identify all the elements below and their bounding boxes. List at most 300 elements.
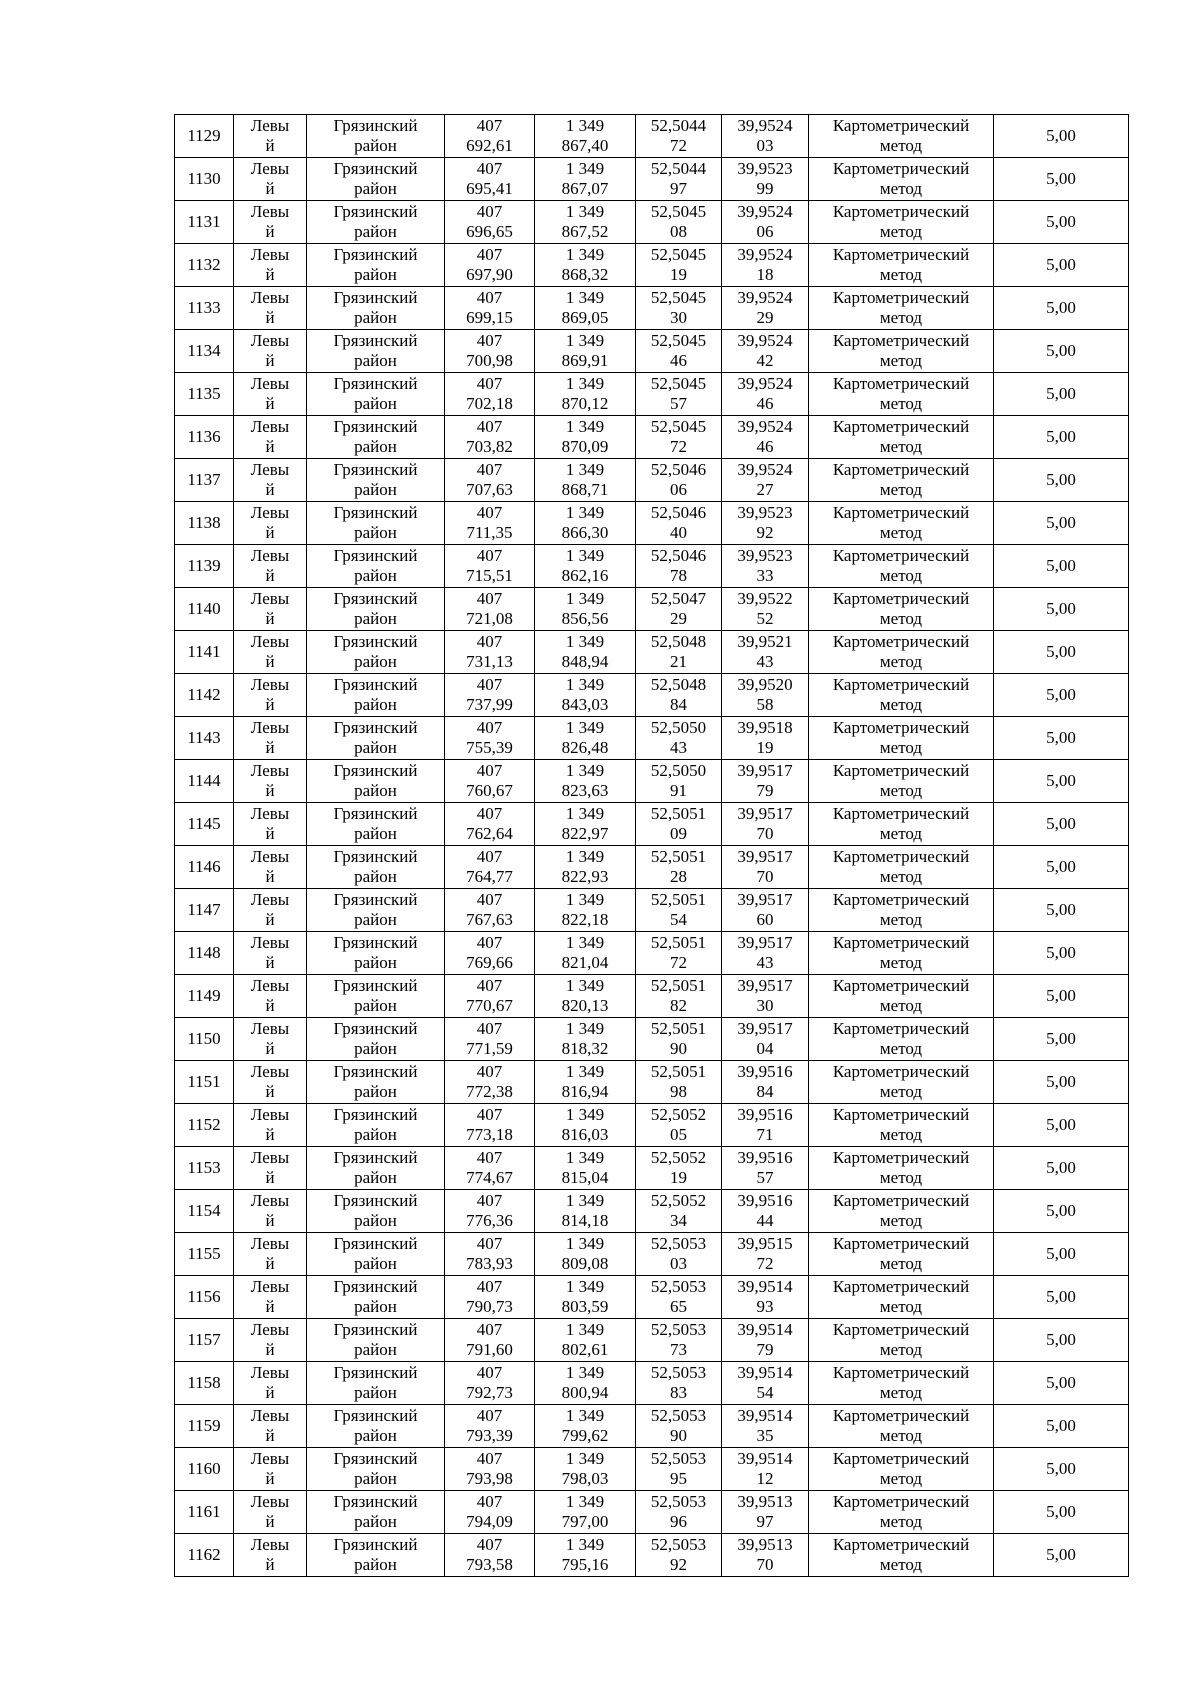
method-cell-line: Картометрический	[832, 1191, 970, 1210]
x-coordinate-cell-line: 699,15	[466, 308, 513, 327]
longitude-cell-line: 39,9521	[737, 632, 793, 651]
x-coordinate-cell-line: 707,63	[466, 480, 513, 499]
table-row	[175, 975, 1129, 1018]
y-coordinate-cell	[535, 373, 636, 416]
longitude-cell	[722, 287, 809, 330]
longitude-cell	[722, 459, 809, 502]
district-cell-line: Грязинский	[333, 1535, 418, 1554]
longitude-cell	[722, 1491, 809, 1534]
point-number-cell: 1137	[175, 459, 234, 502]
x-coordinate-cell-line: 407	[476, 589, 503, 608]
method-cell-line: метод	[879, 953, 923, 972]
latitude-cell-line: 82	[670, 996, 687, 1015]
longitude-cell-line: 52	[756, 609, 774, 628]
longitude-cell-line: 43	[756, 652, 774, 671]
bank-side-cell-line: й	[265, 265, 275, 284]
bank-side-cell-line: й	[265, 222, 275, 241]
bank-side-cell-line: й	[265, 1340, 275, 1359]
longitude-cell-line: 39,9517	[737, 847, 793, 866]
bank-side-cell-line: й	[265, 523, 275, 542]
point-number-cell: 1151	[175, 1061, 234, 1104]
x-coordinate-cell-line: 793,58	[466, 1555, 513, 1574]
accuracy-cell: 5,00	[994, 1233, 1129, 1276]
district-cell-line: Грязинский	[333, 632, 418, 651]
bank-side-cell-line: й	[265, 1211, 275, 1230]
y-coordinate-cell-line: 1 349	[565, 1406, 605, 1425]
method-cell-line: Картометрический	[832, 1277, 970, 1296]
district-cell	[307, 1061, 445, 1104]
point-number-cell: 1146	[175, 846, 234, 889]
longitude-cell-line: 70	[756, 824, 774, 843]
district-cell	[307, 244, 445, 287]
method-cell	[809, 158, 994, 201]
method-cell-line: Картометрический	[832, 288, 970, 307]
x-coordinate-cell-line: 767,63	[466, 910, 513, 929]
y-coordinate-cell	[535, 1319, 636, 1362]
accuracy-cell: 5,00	[994, 287, 1129, 330]
longitude-cell-line: 39,9517	[737, 804, 793, 823]
latitude-cell-line: 52,5046	[650, 503, 707, 522]
accuracy-cell: 5,00	[994, 803, 1129, 846]
longitude-cell-line: 60	[756, 910, 774, 929]
y-coordinate-cell-line: 867,07	[561, 179, 609, 198]
y-coordinate-cell	[535, 115, 636, 158]
bank-side-cell-line: й	[265, 695, 275, 714]
method-cell	[809, 803, 994, 846]
latitude-cell	[636, 717, 722, 760]
x-coordinate-cell-line: 407	[476, 1320, 503, 1339]
bank-side-cell	[234, 1405, 307, 1448]
latitude-cell-line: 52,5045	[650, 417, 707, 436]
longitude-cell-line: 18	[756, 265, 774, 284]
x-coordinate-cell	[445, 846, 535, 889]
y-coordinate-cell	[535, 244, 636, 287]
latitude-cell-line: 43	[670, 738, 687, 757]
district-cell-line: район	[354, 222, 397, 241]
district-cell	[307, 1018, 445, 1061]
x-coordinate-cell-line: 731,13	[466, 652, 513, 671]
method-cell-line: метод	[879, 1125, 923, 1144]
method-cell-line: метод	[879, 910, 923, 929]
district-cell-line: Грязинский	[333, 804, 418, 823]
x-coordinate-cell-line: 770,67	[466, 996, 513, 1015]
y-coordinate-cell	[535, 1147, 636, 1190]
x-coordinate-cell-line: 407	[476, 374, 503, 393]
point-number-cell: 1162	[175, 1534, 234, 1577]
method-cell-line: метод	[879, 351, 923, 370]
bank-side-cell-line: й	[265, 996, 275, 1015]
district-cell	[307, 889, 445, 932]
table-row	[175, 803, 1129, 846]
bank-side-cell	[234, 932, 307, 975]
x-coordinate-cell	[445, 1233, 535, 1276]
method-cell	[809, 674, 994, 717]
x-coordinate-cell	[445, 674, 535, 717]
y-coordinate-cell	[535, 975, 636, 1018]
x-coordinate-cell-line: 407	[476, 632, 503, 651]
bank-side-cell-line: й	[265, 738, 275, 757]
y-coordinate-cell-line: 870,12	[561, 394, 609, 413]
latitude-cell-line: 52,5044	[650, 159, 707, 178]
method-cell-line: Картометрический	[832, 460, 970, 479]
latitude-cell-line: 52,5045	[650, 288, 707, 307]
y-coordinate-cell	[535, 1448, 636, 1491]
district-cell-line: район	[354, 781, 397, 800]
method-cell	[809, 1018, 994, 1061]
method-cell-line: метод	[879, 867, 923, 886]
y-coordinate-cell	[535, 1190, 636, 1233]
bank-side-cell-line: Левы	[250, 1535, 290, 1554]
table-row	[175, 1190, 1129, 1233]
method-cell	[809, 416, 994, 459]
longitude-cell	[722, 674, 809, 717]
bank-side-cell	[234, 287, 307, 330]
method-cell-line: Картометрический	[832, 1019, 970, 1038]
y-coordinate-cell-line: 856,56	[561, 609, 609, 628]
point-number-cell: 1144	[175, 760, 234, 803]
latitude-cell	[636, 330, 722, 373]
method-cell-line: Картометрический	[832, 976, 970, 995]
table-row	[175, 1233, 1129, 1276]
latitude-cell-line: 52,5052	[650, 1148, 707, 1167]
accuracy-cell: 5,00	[994, 545, 1129, 588]
accuracy-cell: 5,00	[994, 1061, 1129, 1104]
bank-side-cell	[234, 416, 307, 459]
district-cell	[307, 373, 445, 416]
method-cell-line: Картометрический	[832, 245, 970, 264]
method-cell-line: Картометрический	[832, 546, 970, 565]
latitude-cell	[636, 1534, 722, 1577]
y-coordinate-cell-line: 1 349	[565, 503, 605, 522]
latitude-cell-line: 52,5048	[650, 632, 707, 651]
y-coordinate-cell-line: 1 349	[565, 1105, 605, 1124]
x-coordinate-cell	[445, 545, 535, 588]
bank-side-cell	[234, 330, 307, 373]
latitude-cell	[636, 502, 722, 545]
x-coordinate-cell	[445, 1319, 535, 1362]
longitude-cell	[722, 631, 809, 674]
longitude-cell-line: 27	[756, 480, 774, 499]
bank-side-cell-line: й	[265, 910, 275, 929]
longitude-cell	[722, 416, 809, 459]
bank-side-cell-line: й	[265, 867, 275, 886]
latitude-cell-line: 52,5051	[650, 847, 707, 866]
bank-side-cell	[234, 760, 307, 803]
y-coordinate-cell	[535, 1018, 636, 1061]
point-number-cell: 1136	[175, 416, 234, 459]
y-coordinate-cell-line: 869,05	[561, 308, 609, 327]
x-coordinate-cell-line: 407	[476, 503, 503, 522]
longitude-cell	[722, 244, 809, 287]
bank-side-cell-line: й	[265, 953, 275, 972]
x-coordinate-cell-line: 700,98	[466, 351, 513, 370]
point-number-cell: 1145	[175, 803, 234, 846]
district-cell	[307, 115, 445, 158]
latitude-cell-line: 52,5052	[650, 1105, 707, 1124]
latitude-cell	[636, 1405, 722, 1448]
district-cell-line: район	[354, 1211, 397, 1230]
x-coordinate-cell	[445, 1061, 535, 1104]
district-cell-line: Грязинский	[333, 675, 418, 694]
district-cell-line: район	[354, 996, 397, 1015]
x-coordinate-cell-line: 407	[476, 976, 503, 995]
bank-side-cell-line: й	[265, 1039, 275, 1058]
x-coordinate-cell	[445, 201, 535, 244]
y-coordinate-cell	[535, 201, 636, 244]
method-cell-line: Картометрический	[832, 116, 970, 135]
accuracy-cell: 5,00	[994, 631, 1129, 674]
district-cell-line: Грязинский	[333, 288, 418, 307]
x-coordinate-cell	[445, 1104, 535, 1147]
x-coordinate-cell	[445, 932, 535, 975]
method-cell-line: Картометрический	[832, 1363, 970, 1382]
method-cell-line: Картометрический	[832, 1535, 970, 1554]
longitude-cell-line: 39,9524	[737, 374, 793, 393]
latitude-cell	[636, 760, 722, 803]
x-coordinate-cell	[445, 158, 535, 201]
table-row	[175, 502, 1129, 545]
district-cell-line: район	[354, 1512, 397, 1531]
x-coordinate-cell	[445, 760, 535, 803]
table-row	[175, 674, 1129, 717]
x-coordinate-cell-line: 407	[476, 804, 503, 823]
table-row	[175, 760, 1129, 803]
latitude-cell-line: 65	[670, 1297, 687, 1316]
y-coordinate-cell-line: 1 349	[565, 1492, 605, 1511]
latitude-cell-line: 52,5053	[650, 1449, 707, 1468]
x-coordinate-cell	[445, 1018, 535, 1061]
method-cell-line: Картометрический	[832, 1148, 970, 1167]
district-cell-line: Грязинский	[333, 1191, 418, 1210]
table-row	[175, 588, 1129, 631]
longitude-cell-line: 39,9514	[737, 1320, 793, 1339]
table-row	[175, 1147, 1129, 1190]
bank-side-cell	[234, 717, 307, 760]
bank-side-cell-line: Левы	[250, 1105, 290, 1124]
y-coordinate-cell-line: 799,62	[561, 1426, 609, 1445]
accuracy-cell: 5,00	[994, 1448, 1129, 1491]
accuracy-cell: 5,00	[994, 975, 1129, 1018]
district-cell-line: район	[354, 394, 397, 413]
latitude-cell	[636, 1319, 722, 1362]
method-cell-line: метод	[879, 1469, 923, 1488]
method-cell-line: метод	[879, 179, 923, 198]
x-coordinate-cell-line: 407	[476, 245, 503, 264]
method-cell-line: Картометрический	[832, 1492, 970, 1511]
latitude-cell	[636, 889, 722, 932]
x-coordinate-cell	[445, 416, 535, 459]
latitude-cell-line: 19	[670, 265, 687, 284]
x-coordinate-cell	[445, 588, 535, 631]
y-coordinate-cell	[535, 1362, 636, 1405]
latitude-cell-line: 08	[670, 222, 687, 241]
method-cell	[809, 1534, 994, 1577]
accuracy-cell: 5,00	[994, 502, 1129, 545]
y-coordinate-cell-line: 802,61	[561, 1340, 609, 1359]
x-coordinate-cell-line: 407	[476, 116, 503, 135]
district-cell-line: район	[354, 308, 397, 327]
longitude-cell	[722, 330, 809, 373]
y-coordinate-cell-line: 843,03	[561, 695, 609, 714]
method-cell-line: метод	[879, 1297, 923, 1316]
latitude-cell-line: 52,5044	[650, 116, 707, 135]
y-coordinate-cell-line: 867,40	[561, 136, 609, 155]
district-cell-line: Грязинский	[333, 1019, 418, 1038]
method-cell-line: Картометрический	[832, 933, 970, 952]
district-cell-line: Грязинский	[333, 1148, 418, 1167]
x-coordinate-cell	[445, 889, 535, 932]
point-number-cell: 1156	[175, 1276, 234, 1319]
y-coordinate-cell-line: 1 349	[565, 718, 605, 737]
longitude-cell-line: 39,9524	[737, 288, 793, 307]
district-cell-line: Грязинский	[333, 847, 418, 866]
y-coordinate-cell-line: 1 349	[565, 288, 605, 307]
point-number-cell: 1149	[175, 975, 234, 1018]
longitude-cell-line: 39,9523	[737, 546, 793, 565]
district-cell	[307, 502, 445, 545]
latitude-cell-line: 06	[670, 480, 687, 499]
y-coordinate-cell	[535, 588, 636, 631]
longitude-cell-line: 39,9514	[737, 1406, 793, 1425]
latitude-cell	[636, 1362, 722, 1405]
method-cell-line: Картометрический	[832, 718, 970, 737]
method-cell	[809, 631, 994, 674]
accuracy-cell: 5,00	[994, 1534, 1129, 1577]
point-number-cell: 1153	[175, 1147, 234, 1190]
x-coordinate-cell-line: 769,66	[466, 953, 513, 972]
bank-side-cell	[234, 373, 307, 416]
accuracy-cell: 5,00	[994, 717, 1129, 760]
accuracy-cell: 5,00	[994, 459, 1129, 502]
bank-side-cell-line: й	[265, 308, 275, 327]
longitude-cell	[722, 717, 809, 760]
longitude-cell-line: 92	[756, 523, 774, 542]
bank-side-cell	[234, 158, 307, 201]
latitude-cell-line: 52,5051	[650, 804, 707, 823]
table-row	[175, 717, 1129, 760]
table-row	[175, 416, 1129, 459]
table-row	[175, 287, 1129, 330]
table-row	[175, 1276, 1129, 1319]
x-coordinate-cell-line: 793,39	[466, 1426, 513, 1445]
x-coordinate-cell	[445, 1534, 535, 1577]
point-number-cell: 1141	[175, 631, 234, 674]
bank-side-cell-line: Левы	[250, 503, 290, 522]
longitude-cell	[722, 158, 809, 201]
y-coordinate-cell	[535, 502, 636, 545]
latitude-cell-line: 72	[670, 136, 687, 155]
bank-side-cell	[234, 889, 307, 932]
accuracy-cell: 5,00	[994, 588, 1129, 631]
y-coordinate-cell-line: 816,03	[561, 1125, 609, 1144]
latitude-cell	[636, 373, 722, 416]
latitude-cell-line: 54	[670, 910, 687, 929]
latitude-cell-line: 52,5053	[650, 1234, 707, 1253]
longitude-cell-line: 42	[756, 351, 774, 370]
y-coordinate-cell-line: 1 349	[565, 1363, 605, 1382]
bank-side-cell-line: й	[265, 1168, 275, 1187]
x-coordinate-cell-line: 790,73	[466, 1297, 513, 1316]
x-coordinate-cell-line: 407	[476, 1363, 503, 1382]
district-cell	[307, 158, 445, 201]
latitude-cell-line: 52,5051	[650, 1019, 707, 1038]
latitude-cell	[636, 1448, 722, 1491]
district-cell	[307, 932, 445, 975]
x-coordinate-cell-line: 407	[476, 1234, 503, 1253]
x-coordinate-cell-line: 407	[476, 1406, 503, 1425]
y-coordinate-cell	[535, 459, 636, 502]
method-cell-line: метод	[879, 738, 923, 757]
method-cell-line: метод	[879, 136, 923, 155]
x-coordinate-cell-line: 407	[476, 1277, 503, 1296]
x-coordinate-cell-line: 407	[476, 1492, 503, 1511]
district-cell-line: Грязинский	[333, 331, 418, 350]
longitude-cell-line: 29	[756, 308, 774, 327]
longitude-cell-line: 12	[756, 1469, 774, 1488]
longitude-cell-line: 30	[756, 996, 774, 1015]
method-cell	[809, 330, 994, 373]
bank-side-cell-line: й	[265, 1082, 275, 1101]
method-cell-line: Картометрический	[832, 159, 970, 178]
longitude-cell	[722, 1190, 809, 1233]
district-cell-line: район	[354, 609, 397, 628]
table-row	[175, 373, 1129, 416]
longitude-cell-line: 39,9517	[737, 976, 793, 995]
y-coordinate-cell	[535, 889, 636, 932]
district-cell-line: Грязинский	[333, 761, 418, 780]
method-cell-line: Картометрический	[832, 632, 970, 651]
method-cell	[809, 115, 994, 158]
district-cell	[307, 416, 445, 459]
y-coordinate-cell-line: 1 349	[565, 1148, 605, 1167]
accuracy-cell: 5,00	[994, 373, 1129, 416]
longitude-cell-line: 39,9514	[737, 1363, 793, 1382]
y-coordinate-cell-line: 795,16	[561, 1555, 609, 1574]
latitude-cell-line: 97	[670, 179, 687, 198]
latitude-cell	[636, 1233, 722, 1276]
latitude-cell	[636, 1190, 722, 1233]
district-cell	[307, 1276, 445, 1319]
latitude-cell-line: 90	[670, 1426, 687, 1445]
latitude-cell-line: 52,5050	[650, 761, 707, 780]
district-cell-line: район	[354, 824, 397, 843]
x-coordinate-cell	[445, 373, 535, 416]
longitude-cell	[722, 760, 809, 803]
latitude-cell	[636, 287, 722, 330]
method-cell-line: метод	[879, 1082, 923, 1101]
longitude-cell-line: 39,9515	[737, 1234, 793, 1253]
bank-side-cell	[234, 1147, 307, 1190]
y-coordinate-cell	[535, 1491, 636, 1534]
latitude-cell-line: 29	[670, 609, 687, 628]
bank-side-cell	[234, 846, 307, 889]
latitude-cell-line: 52,5046	[650, 546, 707, 565]
point-number-cell: 1158	[175, 1362, 234, 1405]
latitude-cell-line: 52,5053	[650, 1492, 707, 1511]
longitude-cell-line: 39,9514	[737, 1449, 793, 1468]
method-cell	[809, 244, 994, 287]
district-cell-line: район	[354, 179, 397, 198]
point-number-cell: 1157	[175, 1319, 234, 1362]
x-coordinate-cell	[445, 1190, 535, 1233]
table-row	[175, 115, 1129, 158]
bank-side-cell-line: й	[265, 1297, 275, 1316]
district-cell-line: Грязинский	[333, 890, 418, 909]
method-cell-line: Картометрический	[832, 804, 970, 823]
y-coordinate-cell-line: 815,04	[561, 1168, 609, 1187]
district-cell	[307, 674, 445, 717]
bank-side-cell-line: Левы	[250, 761, 290, 780]
